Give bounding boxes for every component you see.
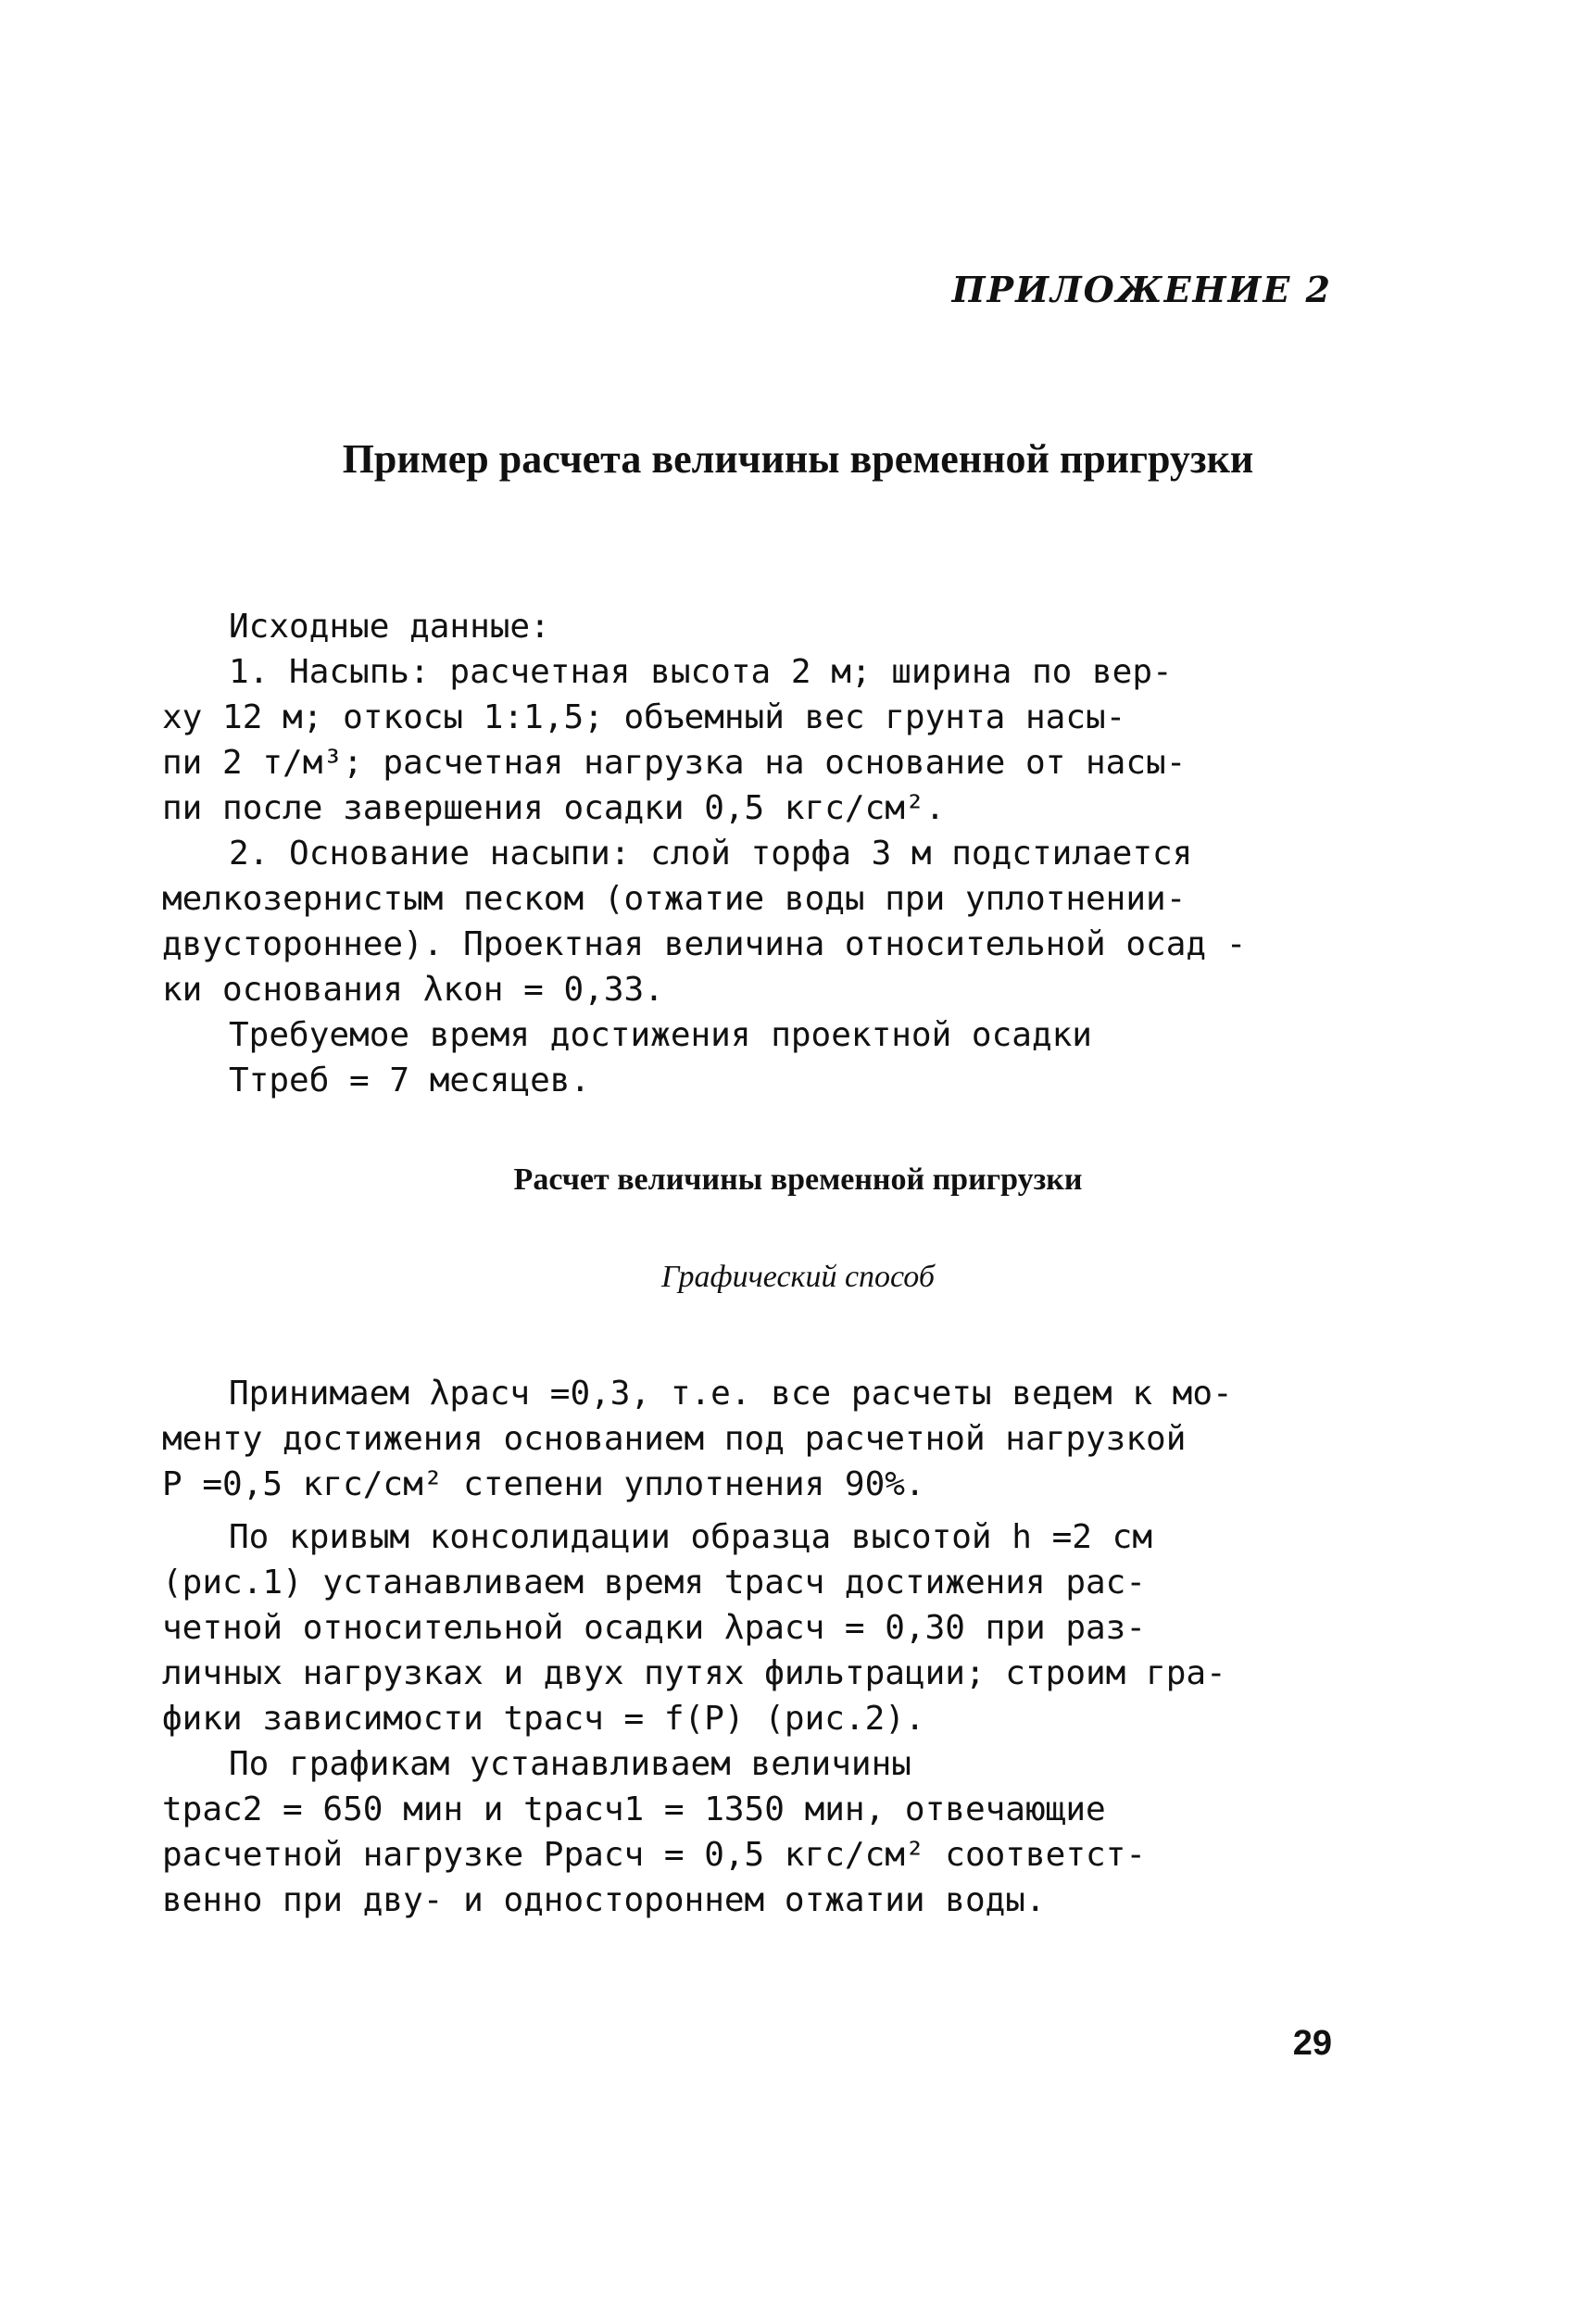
para3-line1: По графикам устанавливаем величины <box>229 1745 911 1783</box>
page-number: 29 <box>1292 2024 1332 2063</box>
para2-line4: личных нагрузках и двух путях фильтрации; строим гра- <box>162 1654 1226 1692</box>
para2-line2: (рис.1) устанавливаем время tрасч достижения рас- <box>162 1564 1147 1602</box>
initial-data-block <box>162 604 1343 1103</box>
item2-line1: 2. Основание насыпи: слой торфа 3 м подстилается <box>229 835 1193 873</box>
item1-line1: 1. Насыпь: расчетная высота 2 м; ширина по вер- <box>229 653 1173 691</box>
para2-line1: По кривым консолидации образца высотой h =2 см <box>229 1518 1152 1556</box>
graphic-method-para-2 <box>162 1514 1343 1741</box>
item2-line3: двустороннее). Проектная величина относительной осад - <box>162 925 1247 963</box>
para3-line4: венно при дву- и одностороннем отжатии воды. <box>162 1881 1046 1919</box>
initial-data-item-2 <box>162 831 1343 1012</box>
initial-data-item-1 <box>162 649 1343 831</box>
section-subheading: Графический способ <box>661 1260 935 1294</box>
section-heading: Расчет величины временной пригрузки <box>513 1162 1083 1197</box>
item1-line4: пи после завершения осадки 0,5 кгс/см². <box>162 789 946 827</box>
item1-line2: ху 12 м; откосы 1:1,5; объемный вес грунта насы- <box>162 698 1126 736</box>
para1-line3: P =0,5 кгс/см² степени уплотнения 90%. <box>162 1465 925 1503</box>
item2-line4: ки основания λкон = 0,33. <box>162 971 664 1009</box>
graphic-method-para-1 <box>162 1371 1343 1507</box>
item2-line2: мелкозернистым песком (отжатие воды при уплотнении- <box>162 880 1187 918</box>
para3-line3: расчетной нагрузке Pрасч = 0,5 кгс/см² соответст- <box>162 1836 1147 1874</box>
graphic-method-block <box>162 1371 1343 1923</box>
graphic-method-para-3 <box>162 1741 1343 1923</box>
para1-line2: менту достижения основанием под расчетной нагрузкой <box>162 1420 1187 1458</box>
para2-line5: фики зависимости tрасч = f(P) (рис.2). <box>162 1700 925 1738</box>
para3-line2: tрас2 = 650 мин и tрасч1 = 1350 мин, отвечающие <box>162 1790 1106 1828</box>
initial-data-item-3 <box>162 1012 1343 1103</box>
para2-line3: четной относительной осадки λрасч = 0,30 при раз- <box>162 1609 1147 1647</box>
item3-line2: Tтреб = 7 месяцев. <box>229 1062 591 1099</box>
item1-line3: пи 2 т/м³; расчетная нагрузка на основание от насы- <box>162 744 1187 782</box>
initial-data-heading: Исходные данные: <box>229 608 550 646</box>
item3-line1: Требуемое время достижения проектной осадки <box>229 1016 1092 1054</box>
page-title: Пример расчета величины временной пригрузки <box>342 436 1254 482</box>
para1-line1: Принимаем λрасч =0,3, т.е. все расчеты ведем к мо- <box>229 1375 1233 1413</box>
appendix-label: ПРИЛОЖЕНИЕ 2 <box>951 269 1332 310</box>
